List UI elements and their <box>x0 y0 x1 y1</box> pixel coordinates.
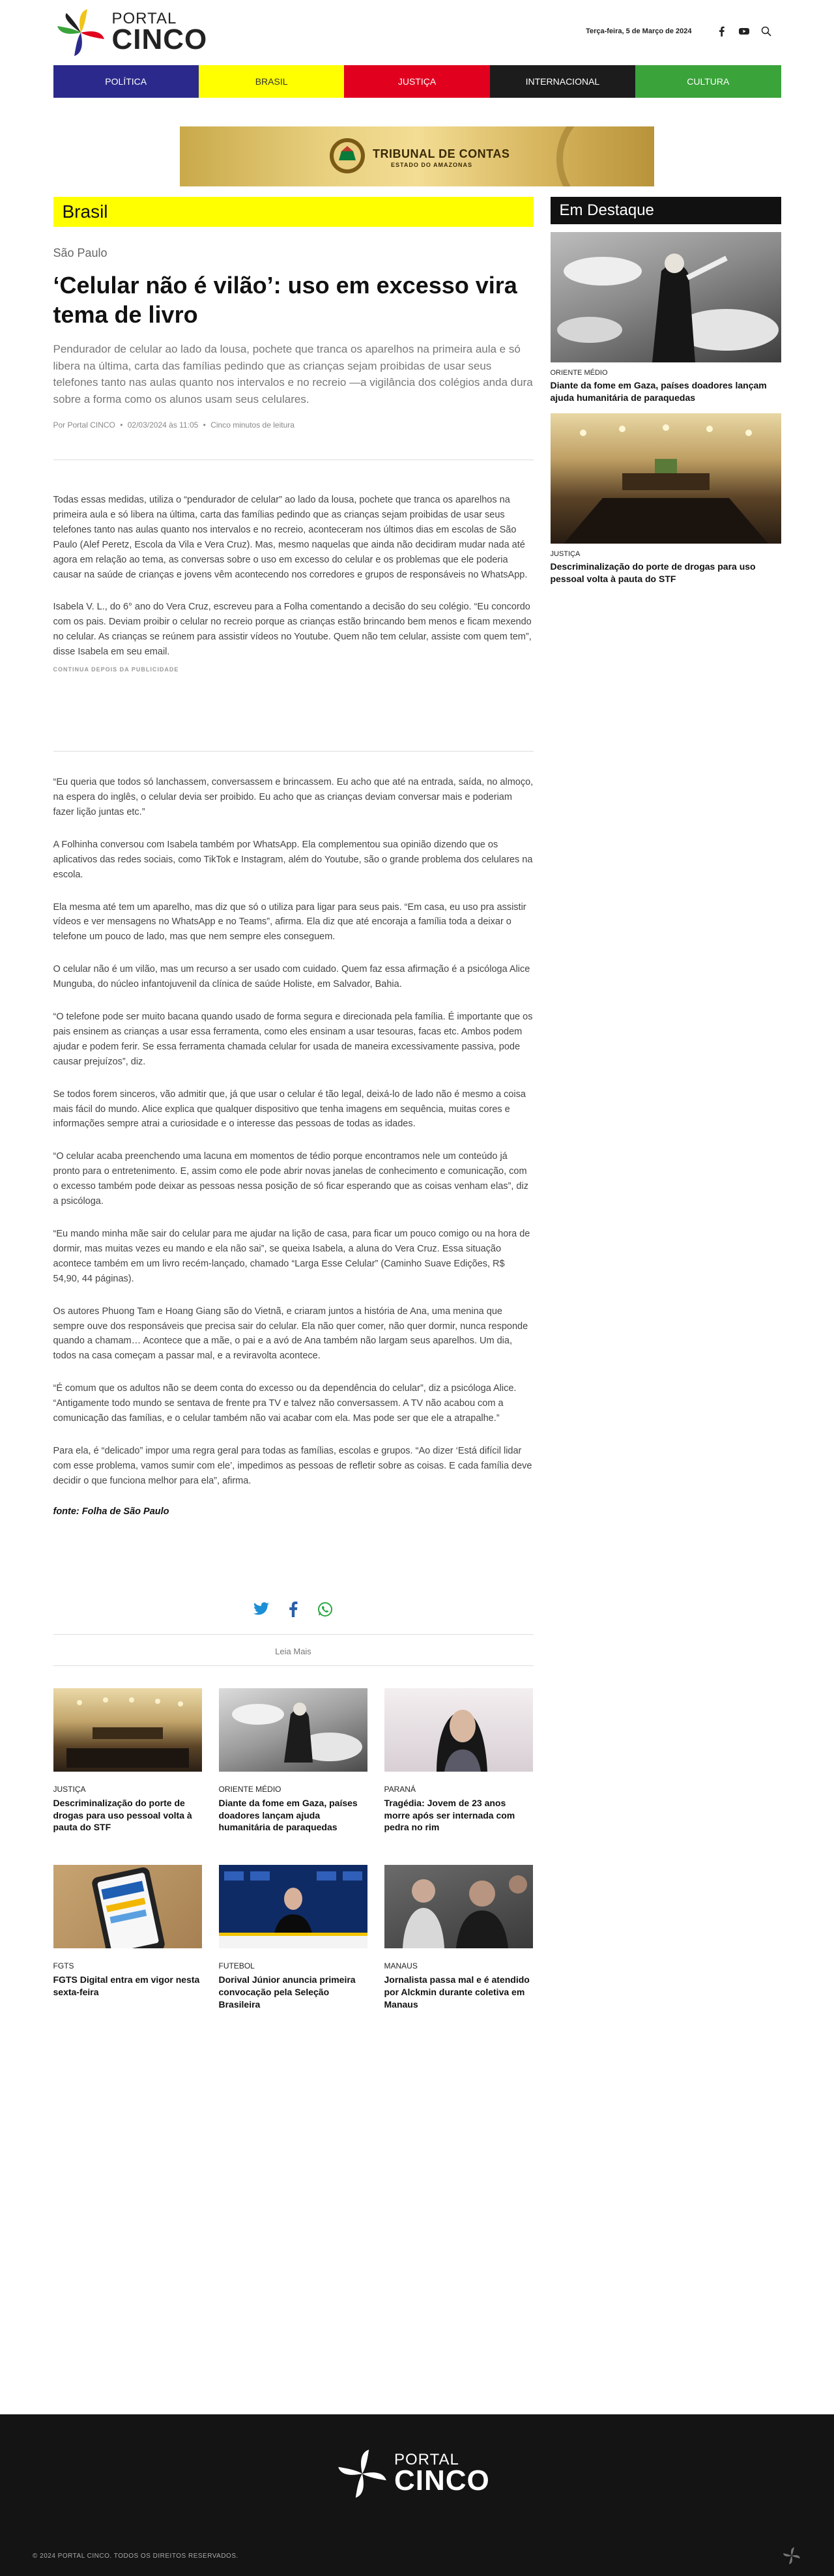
article-source: fonte: Folha de São Paulo <box>53 1506 169 1517</box>
related-title[interactable]: Descriminalização do porte de drogas para uso pessoal volta à pauta do STF <box>53 1797 192 1833</box>
related-image-stf[interactable] <box>53 1688 202 1772</box>
nav-item-cultura[interactable]: CULTURA <box>635 65 781 98</box>
sidebar-image-gaza[interactable] <box>551 232 781 362</box>
twitter-icon[interactable] <box>253 1602 269 1616</box>
article-paragraph: Ela mesma até tem um aparelho, mas diz que só o utiliza para ligar para seus pais. “Em casa, eu uso pra assistir vídeos e ver mensagens no WhatsApp e no Teams”, afirma. Ela diz que até encoraja a família toda a deixar o telefone um pouco de lado, mas que nem sempre eles conseguem. <box>53 901 526 943</box>
related-title[interactable]: FGTS Digital entra em vigor nesta sexta-feira <box>53 1974 200 1998</box>
article-paragraph: “O celular acaba preenchendo uma lacuna em momentos de tédio porque encontramos nele um conteúdo já pronto para o entretenimento. E, assim como ele pode abrir novas janelas de conhecimento e comunicação, com o excesso também pode deixar as pessoas nessa posição de só ficar esperando que as coisas venham elas”, diz a psicóloga. <box>53 1151 528 1207</box>
nav-item-internacional[interactable]: INTERNACIONAL <box>490 65 635 98</box>
crowd-image <box>384 1865 533 1948</box>
site-logo[interactable] <box>53 5 208 60</box>
article-body-bottom <box>53 775 534 1489</box>
related-title[interactable]: Dorival Júnior anuncia primeira convocação pela Seleção Brasileira <box>218 1974 356 2010</box>
related-title[interactable]: Tragédia: Jovem de 23 anos morre após ser internada com pedra no rim <box>384 1797 515 1833</box>
current-date: Terça-feira, 5 de Março de 2024 <box>586 27 692 35</box>
logo-cinco-text: CINCO <box>111 23 208 55</box>
article-kicker: São Paulo <box>53 246 108 259</box>
ad-decorative-ring <box>556 126 654 186</box>
article-title: ‘Celular não é vilão’: uso em excesso vira tema de livro <box>53 272 517 328</box>
sidebar-category[interactable]: JUSTIÇA <box>550 549 581 558</box>
meta-separator: • <box>120 420 123 430</box>
footer-copyright: © 2024 PORTAL CINCO. TODOS OS DIREITOS RESERVADOS. <box>33 2553 238 2560</box>
article-paragraph: Para ela, é “delicado” impor uma regra geral para todas as famílias, escolas e grupos. “Ao dizer ‘Está difícil lidar com esse problema, vamos sumir com ele’, impedimos as pessoas de refletir sobre as coisas. E cada família deve decidir o que funciona melhor para ela”, afirma. <box>53 1445 532 1486</box>
header-tools <box>586 26 771 37</box>
related-category[interactable]: PARANÁ <box>384 1784 416 1794</box>
article-paragraph: “O telefone pode ser muito bacana quando usado de forma segura e direcionada pela família. É importante que os pais ensinem as crianças a usar essa ferramenta, como eles ensinam a usar tesouras, facas etc. Ambos podem ajudar e podem ferir. Se essa ferramenta chamada celular for usada de maneira excessivamente passiva, pode causar prejuízos”, diz. <box>53 1012 533 1067</box>
article-meta <box>53 420 534 430</box>
footer-pinwheel-icon <box>782 2546 801 2566</box>
nav-item-politica[interactable]: POLÍTICA <box>53 65 199 98</box>
gaza-aid-image <box>219 1688 367 1772</box>
related-category[interactable]: FGTS <box>53 1961 74 1971</box>
youtube-icon[interactable] <box>739 26 749 37</box>
related-card[interactable] <box>219 1688 367 1834</box>
whatsapp-icon[interactable] <box>317 1602 333 1617</box>
related-title[interactable]: Jornalista passa mal e é atendido por Alckmin durante coletiva em Manaus <box>384 1974 530 2010</box>
article-paragraph: Todas essas medidas, utiliza o “pendurador de celular” ao lado da lousa, pochete que tranca os aparelhos na primeira aula e só libera na última, carta das famílias pedindo que as crianças sejam proibidas de usar seus telefones tanto nas aulas quanto nos intervalos e no recreio, aconteceram nos últimos dias em escolas de São Paulo (Alef Peretz, Escola da Vila e Vera Cruz). Mas, mesmo naquelas que ainda não decidiram mudar nada até agora em relação ao tema, as conversas sobre o uso em excesso do celular e os problemas que ele poderia causar na saúde de crianças e jovens vêm acontecendo nos corredores e grupos de responsáveis no WhatsApp. <box>53 495 528 580</box>
sidebar-category[interactable]: ORIENTE MÉDIO <box>550 369 608 377</box>
article-paragraph: Os autores Phuong Tam e Hoang Giang são do Vietnã, e criaram juntos a história de Ana, uma menina que sempre ouve dos responsáveis que precisa sair do celular. Ela não quer comer, não quer dormir, nunca responde quando a chamam… Acontece que a mãe, o pai e a avó de Ana também não largam seus aparelhos. Um dia, todos na casa começam a passar mal, e a reviravolta acontece. <box>53 1306 528 1362</box>
site-footer <box>0 2414 834 2576</box>
sidebar-image-stf[interactable] <box>551 413 781 544</box>
ad-title: TRIBUNAL DE CONTAS <box>373 147 510 160</box>
article-body-top <box>53 493 534 660</box>
facebook-icon[interactable] <box>289 1602 298 1617</box>
pinwheel-logo-icon <box>334 2446 390 2502</box>
related-image-gaza[interactable] <box>219 1688 367 1772</box>
divider <box>53 1634 534 1635</box>
related-category[interactable]: JUSTIÇA <box>53 1784 86 1794</box>
facebook-icon[interactable] <box>717 26 727 37</box>
search-icon[interactable] <box>761 26 771 37</box>
share-bar <box>53 1602 534 1617</box>
article-paragraph: A Folhinha conversou com Isabela também por WhatsApp. Ela complementou sua opinião dizendo que os aplicativos das redes sociais, como TikTok e Instagram, além do Youtube, são o grande problema dos celulares na escola. <box>53 839 533 880</box>
article-reading-time: Cinco minutos de leitura <box>210 420 295 430</box>
nav-item-brasil[interactable]: BRASIL <box>199 65 344 98</box>
logo-cinco-text: CINCO <box>394 2465 490 2496</box>
related-card[interactable] <box>384 1865 533 2011</box>
sidebar-em-destaque <box>551 197 781 585</box>
related-heading: Leia Mais <box>275 1646 311 1656</box>
tribunal-seal-icon <box>328 137 366 175</box>
article-paragraph: “Eu queria que todos só lanchassem, conversassem e brincassem. Eu acho que até na entrada, saída, no almoço, na espera do inglês, o celular devia ser proibido. Eu acho que as crianças deviam conversar mais e poderiam fazer lição juntas etc.” <box>53 777 534 817</box>
sidebar-card[interactable] <box>551 413 781 585</box>
article-paragraph: “É comum que os adultos não se deem conta do excesso ou da dependência do celular”, diz a psicóloga Alice. “Antigamente todo mundo se sentava de frente pra TV e talvez não conversassem. A TV não acabou com a comunicação das famílias, e o celular também não vai acabar com ela. Mas pode ser que ele a atrapalhe.” <box>53 1383 517 1424</box>
related-category[interactable]: MANAUS <box>384 1961 418 1971</box>
related-image-futebol[interactable] <box>219 1865 367 1948</box>
related-grid <box>53 1688 534 2011</box>
site-header <box>53 0 781 65</box>
courtroom-image <box>551 413 781 544</box>
sidebar-title[interactable]: Diante da fome em Gaza, países doadores lançam ajuda humanitária de paraquedas <box>550 380 767 403</box>
related-image-fgts[interactable] <box>53 1865 202 1948</box>
sidebar-title[interactable]: Descriminalização do porte de drogas para uso pessoal volta à pauta do STF <box>550 561 756 584</box>
divider <box>53 1665 534 1666</box>
meta-separator: • <box>203 420 206 430</box>
logo-portal-text: PORTAL <box>394 2451 459 2468</box>
logo-portal-text: PORTAL <box>111 10 177 27</box>
main-nav <box>53 65 781 98</box>
article-paragraph: Isabela V. L., do 6° ano do Vera Cruz, escreveu para a Folha comentando a decisão do seu colégio. “Eu concordo com os pais. Deviam proibir o celular no recreio porque as crianças estão brincando bem menos e ficam mexendo no celular. As crianças se reúnem para assistir vídeos no Youtube. Quem não tem celular, assiste com quem tem”, disse Isabela em seu email. <box>53 602 532 658</box>
related-card[interactable] <box>53 1688 202 1834</box>
article-lead: Pendurador de celular ao lado da lousa, pochete que tranca os aparelhos na primeira aula e só libera na última, carta das famílias pedindo que as crianças sejam proibidas de usar seus telefones tanto nas aulas quanto nos intervalos e no recreio —a vigilância dos colégios anda dura sobre a forma como os alunos usam seus celulares. <box>53 343 533 405</box>
sidebar-card[interactable] <box>551 232 781 404</box>
ad-banner-tribunal[interactable] <box>180 126 654 186</box>
article-author[interactable]: Por Portal CINCO <box>53 420 115 430</box>
pinwheel-logo-icon <box>53 5 108 60</box>
portrait-image <box>384 1688 533 1772</box>
section-title: Brasil <box>53 197 534 227</box>
press-conference-image <box>219 1865 367 1948</box>
related-title[interactable]: Diante da fome em Gaza, países doadores lançam ajuda humanitária de paraquedas <box>218 1797 358 1833</box>
article-paragraph: “Eu mando minha mãe sair do celular para me ajudar na lição de casa, para ficar um pouco comigo ou na hora de dormir, mas muitas vezes eu mando e ela não sai”, se queixa Isabela, a aluna do Vera Cruz. Essa situação acontece também em um livro recém-lançado, chamado “Larga Esse Celular” (Caminho Suave Edições, R$ 54,90, 44 páginas). <box>53 1229 530 1284</box>
related-image-parana[interactable] <box>384 1688 533 1772</box>
related-card[interactable] <box>53 1865 202 2011</box>
article-paragraph: O celular não é um vilão, mas um recurso a ser usado com cuidado. Quem faz essa afirmação é a psicóloga Alice Munguba, do núcleo infantojuvenil da clínica de saúde Holiste, em Salvador, Bahia. <box>53 964 530 990</box>
related-category[interactable]: FUTEBOL <box>218 1961 255 1971</box>
related-card[interactable] <box>219 1865 367 2011</box>
gaza-aid-image <box>551 232 781 362</box>
fgts-phone-image <box>53 1865 202 1948</box>
article-paragraph: Se todos forem sinceros, vão admitir que, já que usar o celular é tão legal, deixá-lo de lado não é mesmo a coisa mais fácil do mundo. Alice explica que qualquer dispositivo que tenha imagens em sequência, muitas cores e informações sempre atrai a curiosidade e o interesse das pessoas de todas as idades. <box>53 1089 526 1130</box>
sidebar-heading: Em Destaque <box>551 197 781 224</box>
article-column <box>53 197 534 2011</box>
related-card[interactable] <box>384 1688 533 1834</box>
divider <box>53 751 534 752</box>
ad-label: CONTINUA DEPOIS DA PUBLICIDADE <box>53 666 179 673</box>
page-wrapper <box>53 0 781 2010</box>
footer-logo[interactable] <box>334 2446 490 2502</box>
courtroom-image <box>53 1688 202 1772</box>
ad-subtitle: ESTADO DO AMAZONAS <box>391 162 472 168</box>
nav-item-justica[interactable]: JUSTIÇA <box>344 65 489 98</box>
related-image-manaus[interactable] <box>384 1865 533 1948</box>
related-category[interactable]: ORIENTE MÉDIO <box>218 1784 281 1794</box>
article-datetime: 02/03/2024 às 11:05 <box>127 420 199 430</box>
